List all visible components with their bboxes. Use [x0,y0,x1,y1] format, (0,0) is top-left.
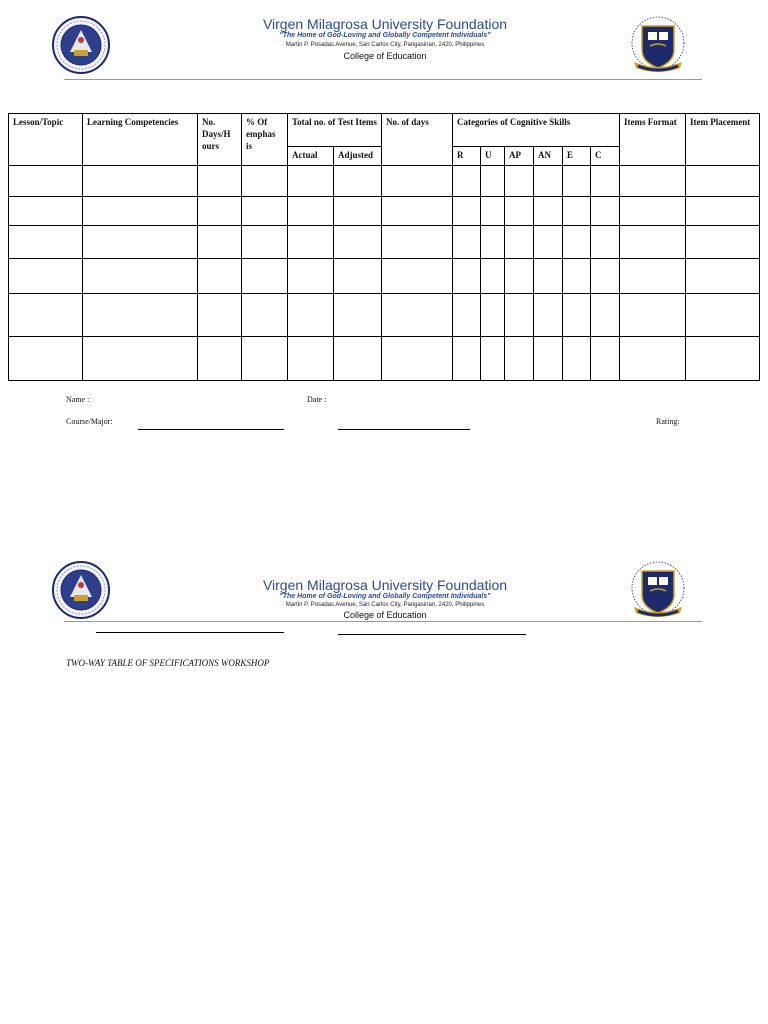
specifications-table [8,113,760,381]
university-address: Martin P. Posadas Avenue, San Carlos City, Pangasinan, 2420, Philippines [285,42,485,48]
university-motto: "The Home of God-Loving and Globally Competent Individuals" [279,593,491,600]
university-name: Virgen Milagrosa University Foundation [262,16,508,32]
header-cognitive-skills: Categories of Cognitive Skills [453,114,620,147]
university-name: Virgen Milagrosa University Foundation [262,577,508,593]
header-evaluate: E [563,147,591,166]
blank-line[interactable] [96,632,284,633]
university-address: Martin P. Posadas Avenue, San Carlos City, Pangasinan, 2420, Philippines [285,602,485,608]
header-divider [64,621,702,622]
header-analyze: AN [534,147,563,166]
course-major-field[interactable] [138,429,284,430]
table-row [9,259,760,294]
name-label: Name : [66,395,90,404]
header-adjusted: Adjusted [334,147,382,166]
college-education-logo-icon [628,16,688,76]
signature-field[interactable] [338,429,470,430]
header-create: C [591,147,620,166]
workshop-title: TWO-WAY TABLE OF SPECIFICATIONS WORKSHOP [66,658,270,668]
header-percent-emphasis: % Of emphas is [242,114,288,166]
college-name: College of Education [343,610,427,620]
date-label: Date : [307,395,327,404]
header-divider [64,79,702,80]
university-seal-icon [52,561,110,619]
header-days-hours: No. Days/H ours [198,114,242,166]
rating-label: Rating: [656,417,680,426]
college-education-logo-icon [628,561,688,621]
table-row [9,197,760,226]
header-actual: Actual [288,147,334,166]
course-major-label: Course/Major: [66,417,113,426]
header-understand: U [481,147,505,166]
table-row [9,294,760,337]
header-top [0,0,768,90]
header-lesson-topic: Lesson/Topic [9,114,83,166]
header-learning-competencies: Learning Competencies [83,114,198,166]
header-items-format: Items Format [620,114,686,166]
header-remember: R [453,147,481,166]
university-seal-icon [52,16,110,74]
header-total-test-items: Total no. of Test Items [288,114,382,147]
table-row [9,337,760,381]
header-apply: AP [505,147,534,166]
college-name: College of Education [343,51,427,61]
table-row [9,226,760,259]
blank-line[interactable] [338,634,526,635]
header-item-placement: Item Placement [686,114,760,166]
table-row [9,166,760,197]
university-motto: "The Home of God-Loving and Globally Competent Individuals" [279,32,491,39]
header-no-of-days: No. of days [382,114,453,166]
